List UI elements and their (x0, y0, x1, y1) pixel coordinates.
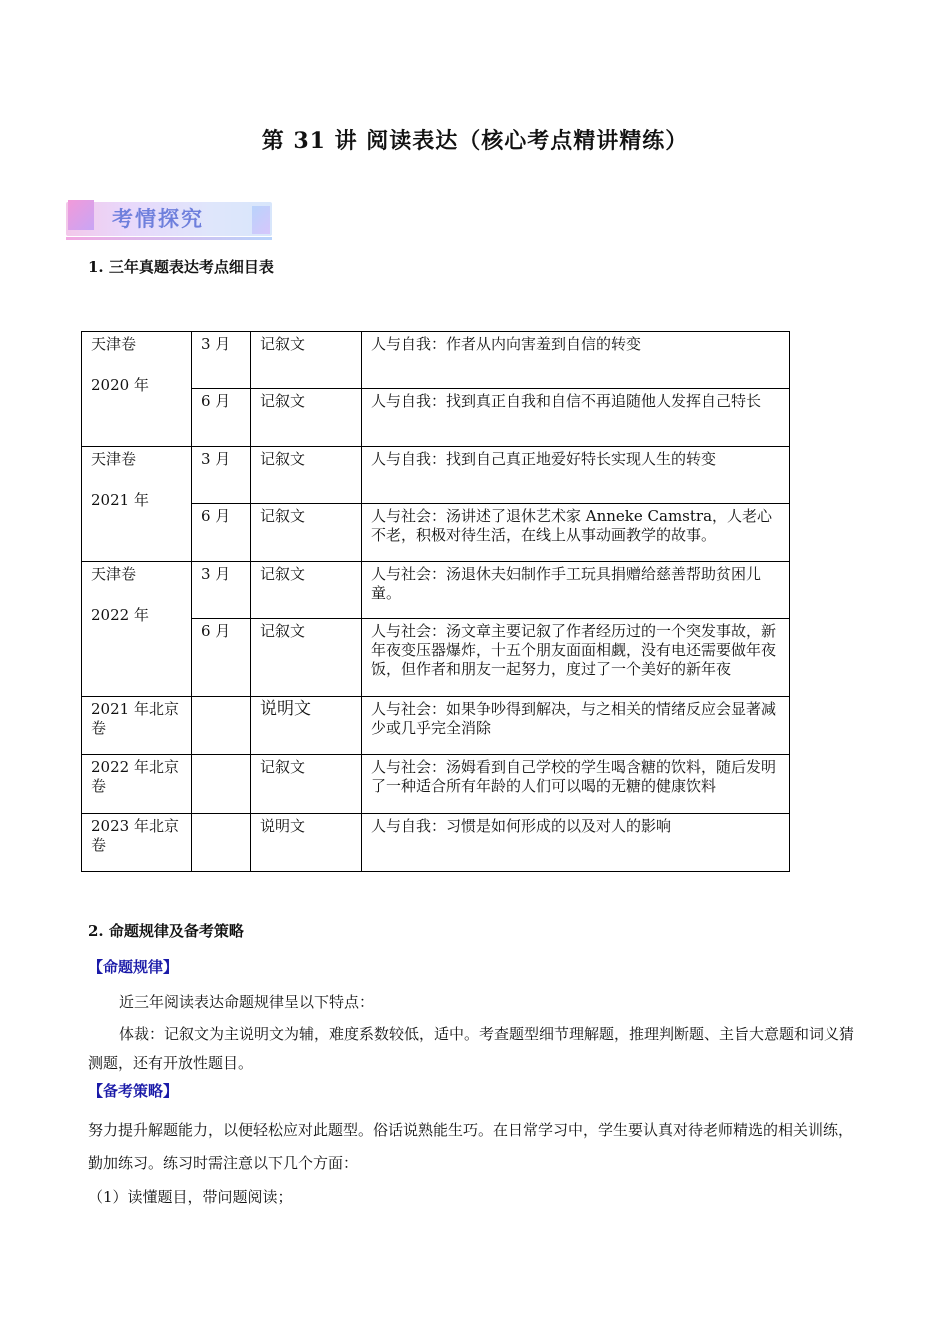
genre-cell: 记叙文 (251, 332, 362, 389)
content-cell: 人与社会：汤姆看到自己学校的学生喝含糖的饮料，随后发明了一种适合所有年龄的人们可以喝的无糖的健康饮料 (362, 755, 790, 814)
table-row (82, 332, 790, 389)
table-row (82, 697, 790, 755)
rule-detail: 体裁：记叙文为主说明文为辅，难度系数较低，适中。考查题型细节理解题，推理判断题、主旨大意题和词义猜测题，还有开放性题目。 (88, 1025, 855, 1072)
genre-cell: 记叙文 (251, 389, 362, 447)
banner-left-block (68, 200, 94, 230)
page-title: 第 31 讲 阅读表达（核心考点精讲精练） (261, 128, 689, 154)
source-cell: 2023 年北京卷 (82, 814, 192, 872)
genre-cell: 记叙文 (251, 755, 362, 814)
content-cell: 人与自我：作者从内向害羞到自信的转变 (362, 332, 790, 389)
content-cell: 人与自我：找到真正自我和自信不再追随他人发挥自己特长 (362, 389, 790, 447)
genre-cell: 记叙文 (251, 504, 362, 562)
content-cell: 人与自我：习惯是如何形成的以及对人的影响 (362, 814, 790, 872)
month-cell: 3 月 (192, 332, 251, 389)
month-cell (192, 697, 251, 755)
strategy-text: 努力提升解题能力，以便轻松应对此题型。俗话说熟能生巧。在日常学习中，学生要认真对待老师精选的相关训练，勤加练习。练习时需注意以下几个方面： (88, 1121, 854, 1172)
strategy-label: 【备考策略】 (88, 1082, 179, 1100)
genre-cell: 记叙文 (251, 447, 362, 504)
table-row (82, 447, 790, 504)
rule-label: 【命题规律】 (88, 958, 179, 976)
table-row (82, 814, 790, 872)
month-cell: 3 月 (192, 447, 251, 504)
source-cell: 天津卷 2021 年 (82, 447, 192, 562)
genre-cell: 记叙文 (251, 562, 362, 619)
genre-cell: 记叙文 (251, 619, 362, 697)
genre-cell: 说明文 (251, 814, 362, 872)
month-cell: 3 月 (192, 562, 251, 619)
source-cell: 天津卷 2022 年 (82, 562, 192, 697)
genre-cell: 说明文 (251, 697, 362, 755)
strategy-item-1: （1）读懂题目，带问题阅读； (88, 1188, 293, 1206)
source-cell: 2021 年北京卷 (82, 697, 192, 755)
content-cell: 人与社会：如果争吵得到解决，与之相关的情绪反应会显著减少或几乎完全消除 (362, 697, 790, 755)
table-row (82, 755, 790, 814)
banner-title: 考情探究 (112, 207, 204, 231)
month-cell (192, 755, 251, 814)
month-cell: 6 月 (192, 389, 251, 447)
content-cell: 人与社会：汤退休夫妇制作手工玩具捐赠给慈善帮助贫困儿童。 (362, 562, 790, 619)
table-row (82, 562, 790, 619)
content-cell: 人与社会：汤文章主要记叙了作者经历过的一个突发事故，新年夜变压器爆炸，十五个朋友面面相觑，没有电还需要做年夜饭，但作者和朋友一起努力，度过了一个美好的新年夜 (362, 619, 790, 697)
banner-right-block (252, 206, 270, 234)
month-cell: 6 月 (192, 619, 251, 697)
rule-intro: 近三年阅读表达命题规律呈以下特点： (119, 993, 375, 1011)
section-2-heading: 2. 命题规律及备考策略 (88, 922, 244, 940)
source-cell: 2022 年北京卷 (82, 755, 192, 814)
content-cell: 人与社会：汤讲述了退休艺术家 Anneke Camstra，人老心不老，积极对待生活，在线上从事动画教学的故事。 (362, 504, 790, 562)
content-cell: 人与自我：找到自己真正地爱好特长实现人生的转变 (362, 447, 790, 504)
banner-underline (66, 237, 272, 240)
section-banner (66, 200, 272, 242)
section-1-heading: 1. 三年真题表达考点细目表 (88, 258, 274, 276)
month-cell (192, 814, 251, 872)
exam-table (81, 331, 790, 872)
month-cell: 6 月 (192, 504, 251, 562)
source-cell: 天津卷 2020 年 (82, 332, 192, 447)
